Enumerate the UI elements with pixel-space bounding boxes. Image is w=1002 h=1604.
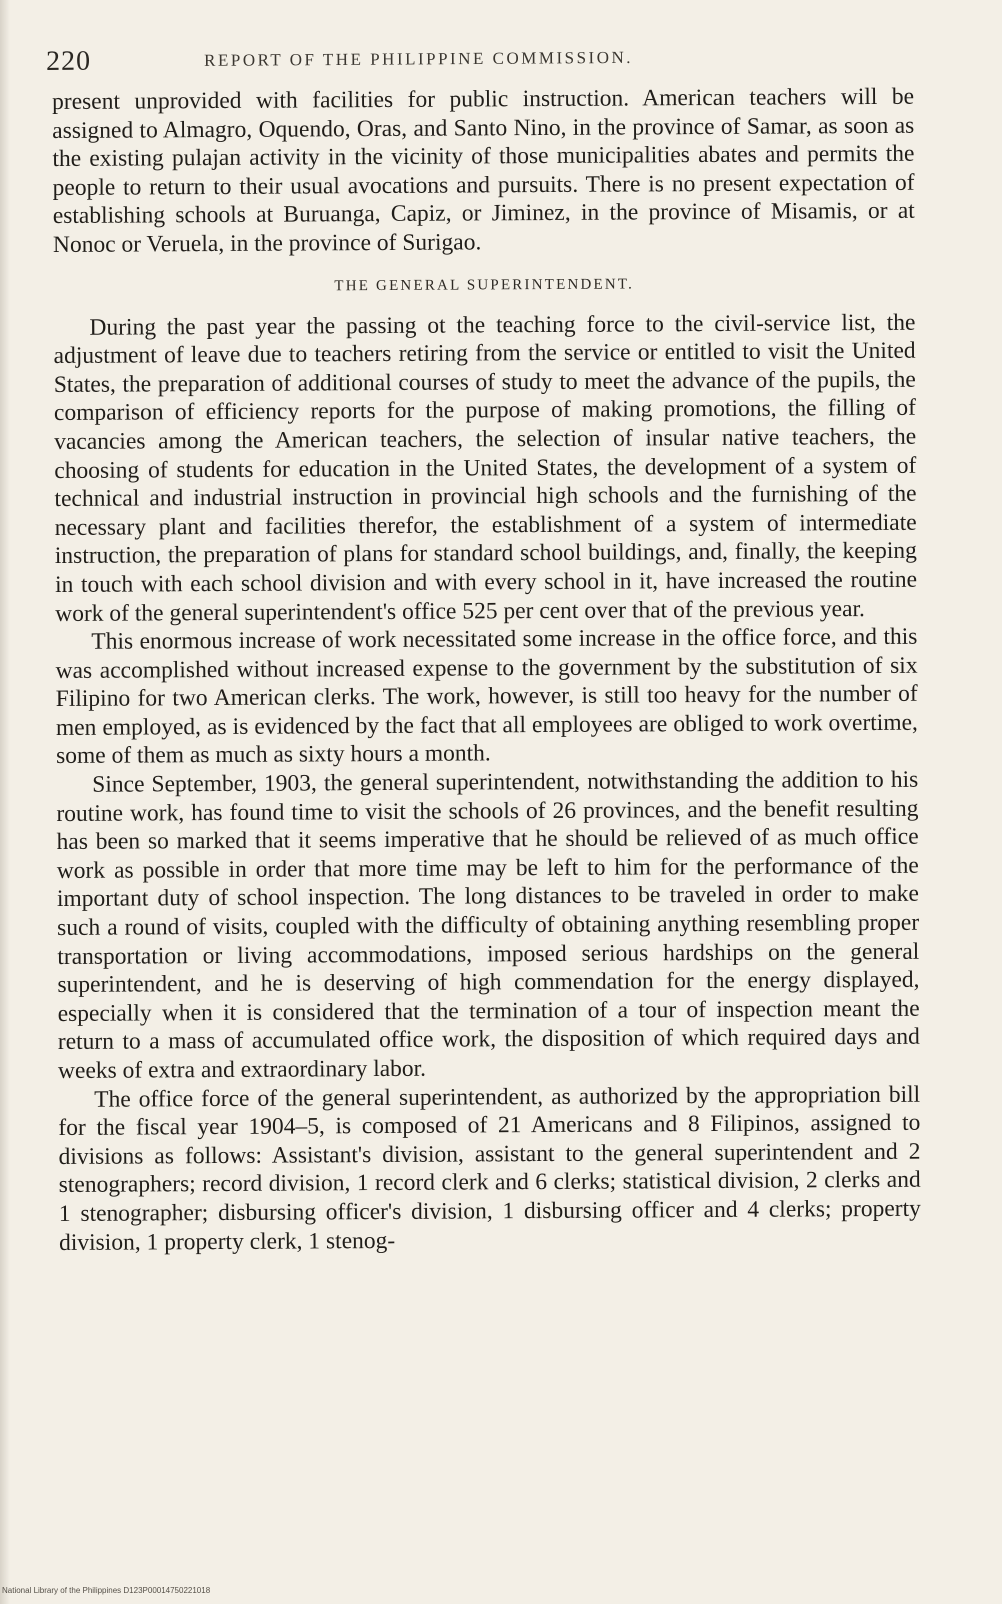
page-header — [46, 40, 946, 86]
running-title: REPORT OF THE PHILIPPINE COMMISSION. — [204, 47, 634, 70]
scan-edge-shadow — [0, 0, 10, 1604]
paragraph-1: During the past year the passing ot the teaching force to the civil-service list, the adjustment of leave due to teachers retiring from the service or entitled to visit the United States, the preparation of additional courses of study to meet the advance of the pupils, the comparison of efficiency reports for the purpose of making promotions, the filling of vacancies among the American teachers, the selection of insular native teachers, the choosing of students for education in the United States, the development of a system of technical and industrial instruction in provincial high schools and the furnishing of the necessary plant and facilities therefor, the establishment of a system of intermediate instruction, the preparation of plans for standard school buildings, and, finally, the keeping in touch with each school division and with every school in it, have increased the routine work of the general superintendent's office 525 per cent over that of the previous year. — [53, 309, 918, 627]
paragraph-2: This enormous increase of work necessitated some increase in the office force, and this was accomplished without increased expense to the government by the substitution of six Filipino for two American clerks. The work, however, is still too heavy for the number of men employed, as is evidenced by the fact that all employees are obliged to work overtime, some of them as much as sixty hours a month. — [55, 623, 918, 770]
page-body — [52, 83, 921, 1257]
section-heading: THE GENERAL SUPERINTENDENT. — [334, 276, 635, 294]
page-number: 220 — [46, 45, 92, 77]
paragraph-3: Since September, 1903, the general superintendent, notwithstanding the addition to his routine work, has found time to visit the schools of 26 provinces, and the benefit resulting has been so marked that it seems imperative that he should be relieved of as much office work as possible in order that more time may be left to him for the performance of the important duty of school inspection. The long distances to be traveled in order to make such a round of visits, coupled with the difficulty of obtaining anything resembling proper transportation or living accommodations, imposed serious hardships on the general superintendent, and he is deserving of high commendation for the energy displayed, especially when it is considered that the termination of a tour of inspection meant the return to a mass of accumulated office work, the disposition of which required days and weeks of extra and extraordinary labor. — [56, 766, 920, 1084]
continued-paragraph: present unprovided with facilities for public instruction. American teachers will be assigned to Almagro, Oquendo, Oras, and Santo Nino, in the province of Samar, as soon as the existing pulajan activity in the vicinity of those municipalities abates and permits the people to return to their usual avocations and pursuits. There is no present expectation of establishing schools at Buruanga, Capiz, or Jiminez, in the province of Misamis, or at Nonoc or Veruela, in the province of Surigao. — [52, 83, 915, 258]
scan-footer-stamp: National Library of the Philippines D123P00014750221018 — [2, 1586, 211, 1595]
paragraph-4: The office force of the general superintendent, as authorized by the appropriation bill for the fiscal year 1904–5, is composed of 21 Americans and 8 Filipinos, assigned to divisions as follows: Assistant's division, assistant to the general superintendent and 2 stenographers; record division, 1 record clerk and 6 clerks; statistical division, 2 clerks and 1 stenographer; disbursing officer's division, 1 disbursing officer and 4 clerks; property division, 1 property clerk, 1 stenog- — [58, 1081, 921, 1256]
